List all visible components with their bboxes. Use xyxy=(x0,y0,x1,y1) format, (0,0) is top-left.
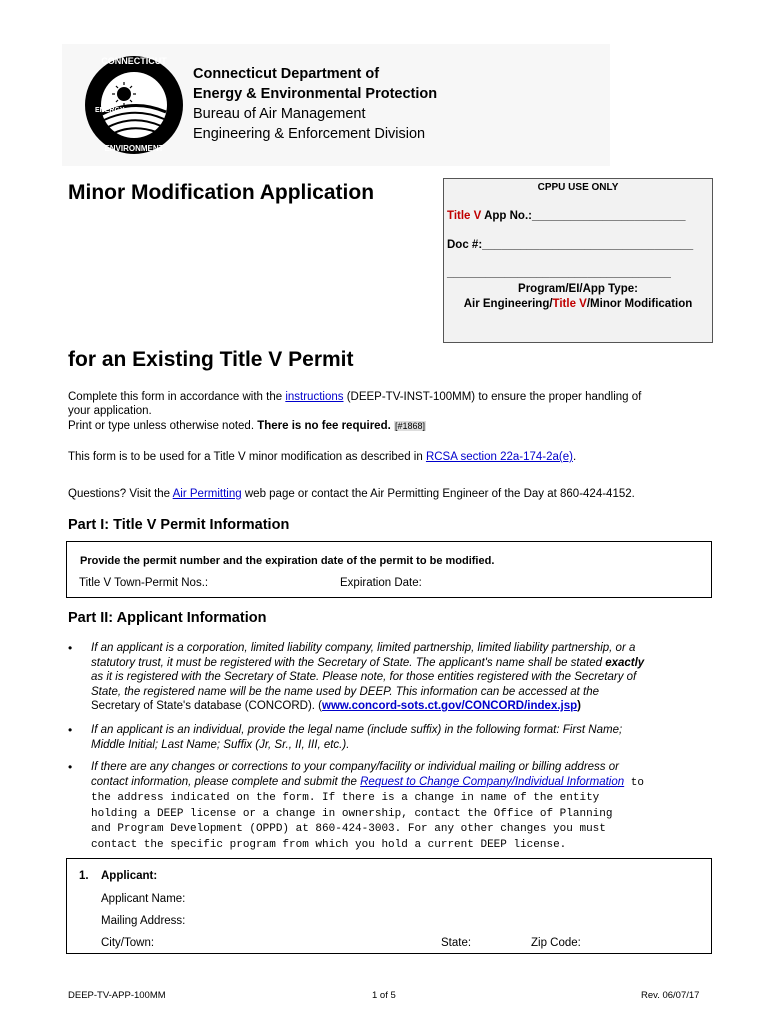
page-subtitle: for an Existing Title V Permit xyxy=(68,348,354,371)
ct-deep-seal-logo xyxy=(84,50,184,160)
svg-text:ENERGY: ENERGY xyxy=(95,107,125,114)
city-town-label: City/Town: xyxy=(101,937,155,949)
svg-text:ENVIRONMENT: ENVIRONMENT xyxy=(104,144,164,153)
agency-line-3: Bureau of Air Management xyxy=(193,106,366,122)
doc-no-line: Doc #:_________________________________ xyxy=(447,239,694,251)
blank-line: ___________________________________ xyxy=(447,267,671,279)
intro-paragraph-2: Print or type unless otherwise noted. There is no fee required. [#1868] xyxy=(68,420,426,432)
bullet-3-marker: • xyxy=(68,760,73,774)
mailing-address-label: Mailing Address: xyxy=(101,915,186,927)
intro-paragraph-3: This form is to be used for a Title V minor modification as described in RCSA section 22a-174-2a(e). xyxy=(68,451,577,463)
applicant-number: 1. xyxy=(79,870,89,882)
bullet-2-text: If an applicant is an individual, provide the legal name (include suffix) in the following format: First Name; Middle Initial; Last Name; Suffix (Jr, Sr., II, III, etc.). xyxy=(91,724,623,751)
program-type-label: Program/EI/App Type: xyxy=(518,283,638,295)
permit-number-label: Title V Town-Permit Nos.: xyxy=(79,577,209,589)
intro-paragraph-4: Questions? Visit the Air Permitting web page or contact the Air Permitting Engineer of the Day at 860-424-4152. xyxy=(68,488,635,500)
part2-heading: Part II: Applicant Information xyxy=(68,610,267,626)
intro-paragraph-1: Complete this form in accordance with the instructions (DEEP-TV-INST-100MM) to ensure the proper handling of your application. xyxy=(68,391,642,417)
program-type-value: Air Engineering/Title V/Minor Modification xyxy=(463,298,693,310)
expiration-date-label: Expiration Date: xyxy=(340,577,422,589)
app-no-field: App No.:________________________ xyxy=(481,210,686,222)
state-label: State: xyxy=(441,937,472,949)
cppu-header: CPPU USE ONLY xyxy=(537,182,619,193)
app-no-line xyxy=(447,210,685,222)
title-v-label: Title V xyxy=(447,210,482,222)
applicant-section-label: Applicant: xyxy=(101,870,158,882)
svg-text:CONNECTICUT: CONNECTICUT xyxy=(101,56,167,66)
permit-instruction: Provide the permit number and the expiration date of the permit to be modified. xyxy=(80,555,495,567)
agency-line-2: Energy & Environmental Protection xyxy=(193,86,438,102)
rcsa-link[interactable]: RCSA section 22a-174-2a(e) xyxy=(425,451,573,463)
applicant-box xyxy=(66,858,712,954)
page-title: Minor Modification Application xyxy=(68,181,375,204)
footer-page-number: 1 of 5 xyxy=(372,990,396,1001)
permit-info-box xyxy=(66,541,712,598)
bullet-3-text: If there are any changes or corrections to your company/facility or individual mailing or billing address or contact information, please complete and submit the Request to Change Company/Individual Information to the address indicated on the form. If there is a change in name of the entity holding a DEEP license or a change in ownership, contact the Office of Planning and Program Development (OPPD) at 860-424-3003. For any other changes you must contact the specific program from which you hold a current DEEP license. xyxy=(91,761,644,851)
change-info-link[interactable]: Request to Change Company/Individual Information xyxy=(360,775,625,788)
agency-name-block xyxy=(193,64,437,144)
zip-code-label: Zip Code: xyxy=(531,937,581,949)
instructions-link[interactable]: instructions xyxy=(285,391,344,403)
bullet-1-marker: • xyxy=(68,641,73,655)
bullet-2-marker: • xyxy=(68,723,73,737)
footer-form-id: DEEP-TV-APP-100MM xyxy=(68,990,166,1001)
footer-revision: Rev. 06/07/17 xyxy=(641,990,700,1001)
applicant-name-label: Applicant Name: xyxy=(101,893,186,905)
form-tag: [#1868] xyxy=(395,421,426,431)
bullet-1-text: If an applicant is a corporation, limited liability company, limited partnership, limited liability partnership, or a statutory trust, it must be registered with the Secretary of State. The applicant's name shall be stated exactly as it is registered with the Secretary of State. Please note, for those entities registered with the Secretary of State, the registered name will be the name used by DEEP. This information can be accessed at the Secretary of State's database (CONCORD). (www.concord-sots.ct.gov/CONCORD/index.jsp) xyxy=(91,642,645,712)
concord-link[interactable]: www.concord-sots.ct.gov/CONCORD/index.jsp xyxy=(322,700,578,712)
part1-heading: Part I: Title V Permit Information xyxy=(68,517,290,533)
air-permitting-link[interactable]: Air Permitting xyxy=(172,488,242,500)
cppu-use-only-box xyxy=(443,178,713,343)
agency-line-1: Connecticut Department of xyxy=(193,66,380,82)
agency-line-4: Engineering & Enforcement Division xyxy=(193,126,426,142)
